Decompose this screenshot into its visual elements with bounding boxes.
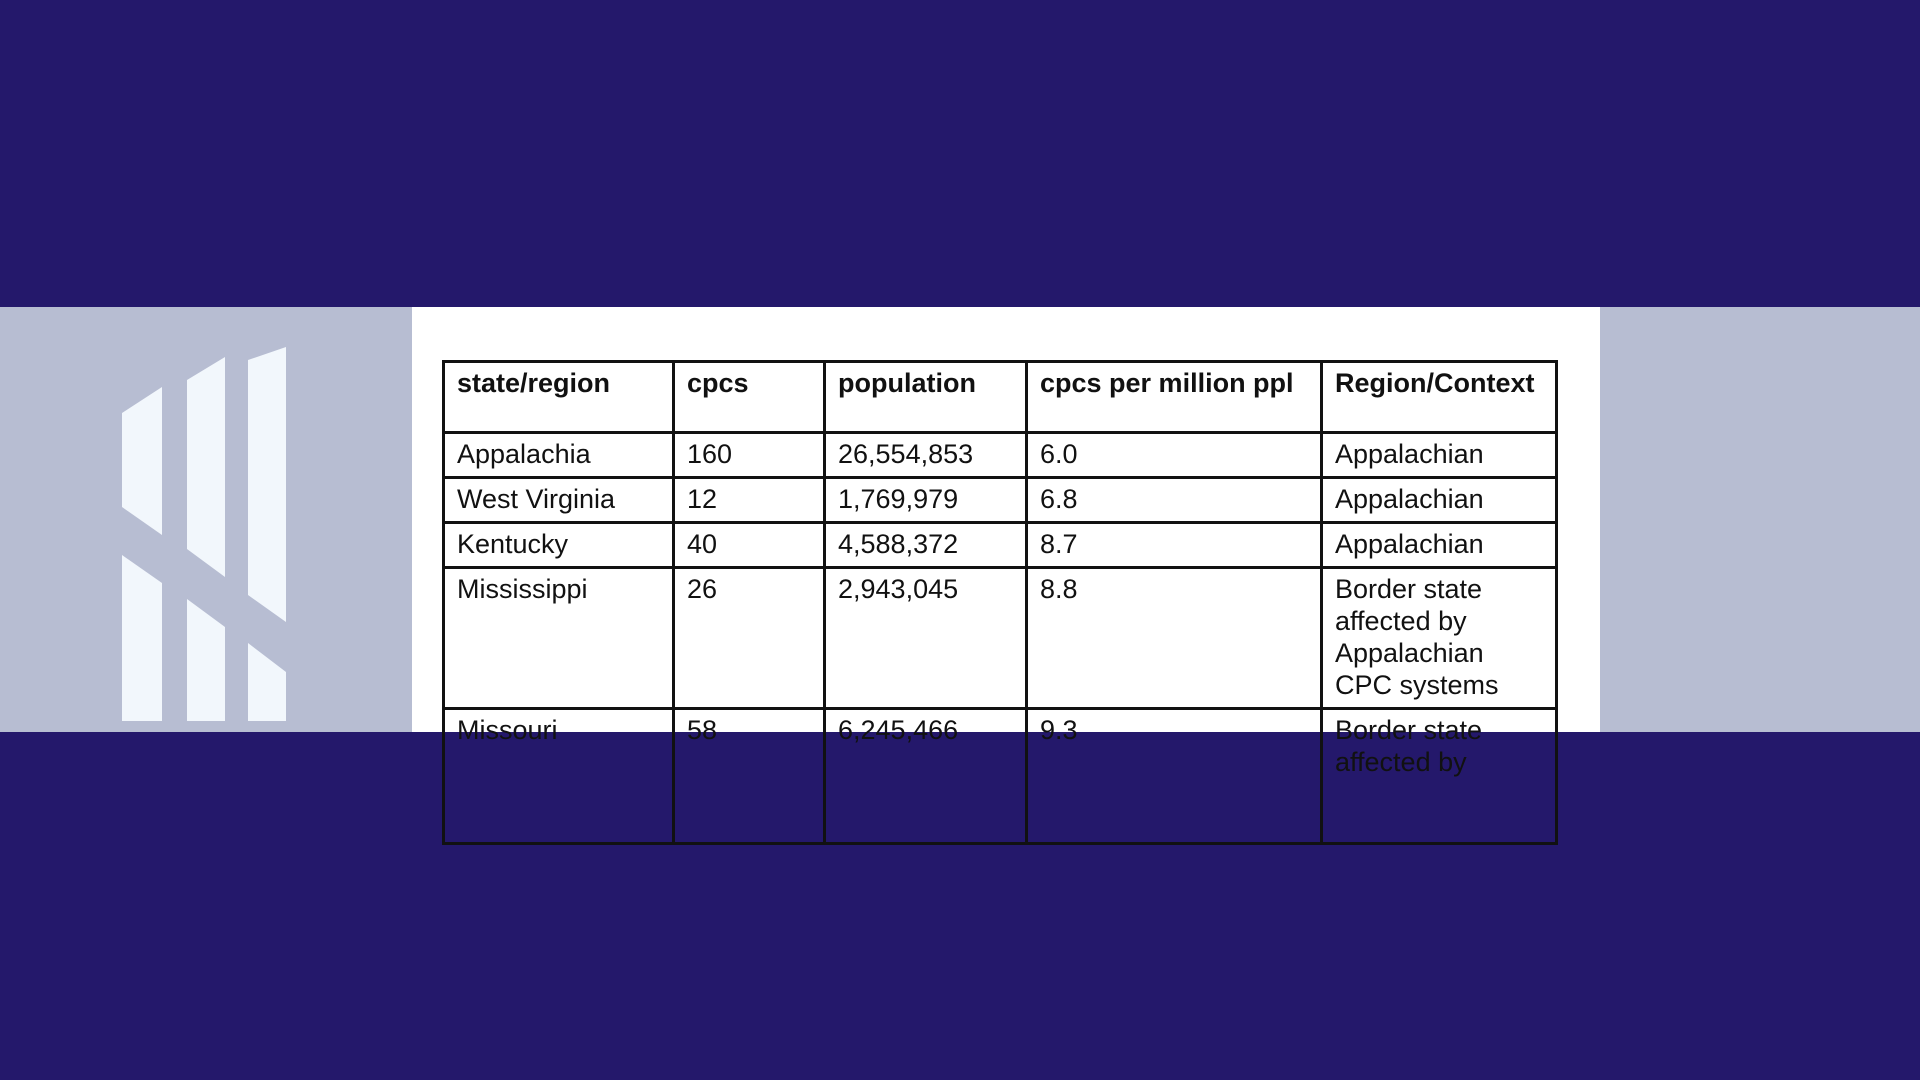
cell-cpcs-per-million: 8.7 [1027, 523, 1322, 568]
cell-cpcs: 26 [674, 568, 825, 709]
table-header-row [444, 362, 1557, 433]
cell-cpcs-per-million: 6.0 [1027, 433, 1322, 478]
striped-bars-logo-icon [122, 347, 286, 721]
cell-population: 4,588,372 [825, 523, 1027, 568]
cell-region-context: Appalachian [1322, 523, 1557, 568]
cell-cpcs-per-million: 6.8 [1027, 478, 1322, 523]
table-row [444, 433, 1557, 478]
cell-region-context: Border state affected by [1322, 709, 1557, 844]
cell-state-region: Kentucky [444, 523, 674, 568]
table-row [444, 568, 1557, 709]
cell-cpcs-per-million: 9.3 [1027, 709, 1322, 844]
header-cpcs: cpcs [674, 362, 825, 433]
cell-region-context: Border state affected by Appalachian CPC systems [1322, 568, 1557, 709]
cell-population: 2,943,045 [825, 568, 1027, 709]
cell-state-region: Appalachia [444, 433, 674, 478]
table-row [444, 523, 1557, 568]
cell-population: 6,245,466 [825, 709, 1027, 844]
cpc-data-table [442, 360, 1558, 845]
cell-region-context: Appalachian [1322, 478, 1557, 523]
cell-cpcs-per-million: 8.8 [1027, 568, 1322, 709]
cell-population: 26,554,853 [825, 433, 1027, 478]
header-population: population [825, 362, 1027, 433]
cell-population: 1,769,979 [825, 478, 1027, 523]
cell-cpcs: 58 [674, 709, 825, 844]
header-region-context: Region/Context [1322, 362, 1557, 433]
header-cpcs-per-million: cpcs per million ppl [1027, 362, 1322, 433]
cell-cpcs: 40 [674, 523, 825, 568]
cell-state-region: West Virginia [444, 478, 674, 523]
cell-state-region: Mississippi [444, 568, 674, 709]
cell-cpcs: 160 [674, 433, 825, 478]
table-row [444, 478, 1557, 523]
cell-region-context: Appalachian [1322, 433, 1557, 478]
table-image-panel [412, 307, 1600, 777]
table-row [444, 709, 1557, 844]
header-state-region: state/region [444, 362, 674, 433]
cell-cpcs: 12 [674, 478, 825, 523]
cell-state-region: Missouri [444, 709, 674, 844]
